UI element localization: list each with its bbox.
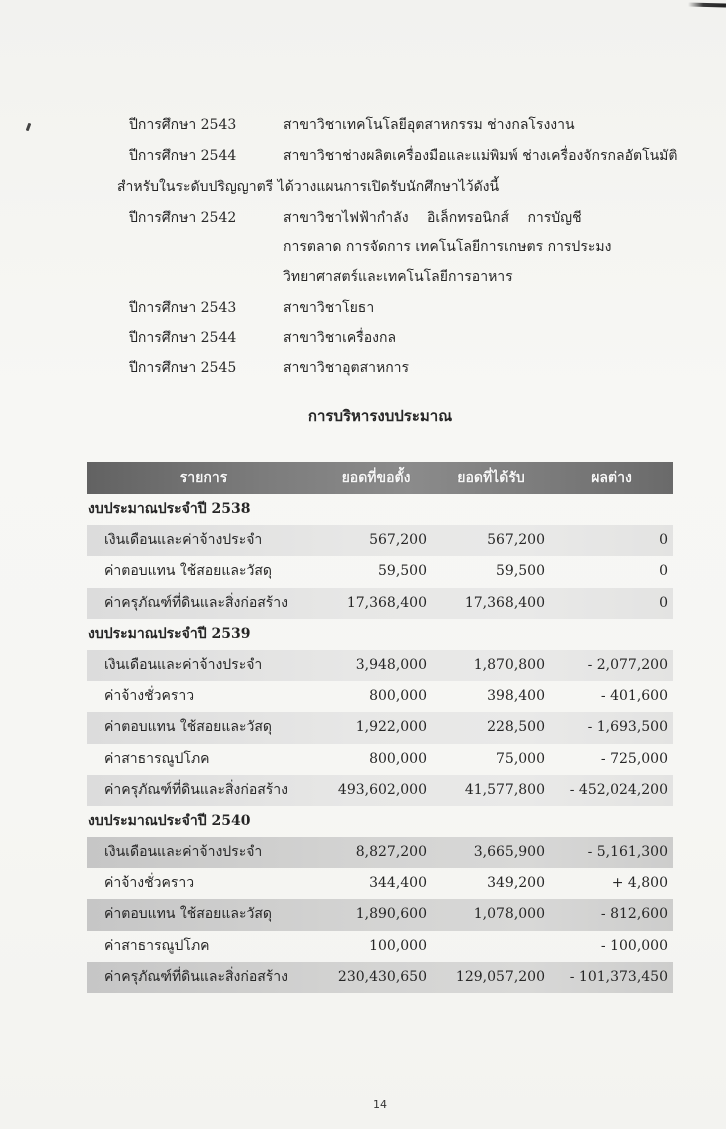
- row-difference-amount: - 452,024,200: [569, 781, 668, 798]
- row-difference-amount: - 812,600: [600, 906, 668, 923]
- row-requested-amount: 59,500: [378, 563, 427, 580]
- plan-year: ปีการศึกษา 2543: [129, 300, 237, 316]
- row-received-amount: 1,078,000: [473, 906, 545, 923]
- row-requested-amount: 567,200: [369, 532, 427, 549]
- row-difference-amount: 0: [659, 594, 668, 611]
- page-number: 14: [373, 1098, 387, 1111]
- header-item: รายการ: [179, 470, 228, 486]
- scan-artifact: [688, 3, 726, 8]
- row-item-label: ค่าครุภัณฑ์ที่ดินและสิ่งก่อสร้าง: [104, 594, 288, 611]
- plan-program-continued: การตลาด การจัดการ เทคโนโลยีการเกษตร การประมง: [283, 239, 612, 255]
- plan-program: สาขาวิชาช่างผลิตเครื่องมือและแม่พิมพ์ ช่างเครื่องจักรกลอัตโนมัติ: [283, 148, 678, 164]
- table-row: [87, 837, 673, 868]
- row-requested-amount: 17,368,400: [346, 594, 427, 611]
- plan-program: สาขาวิชาโยธา: [283, 300, 375, 316]
- row-requested-amount: 344,400: [369, 875, 427, 892]
- row-difference-amount: - 1,693,500: [587, 719, 668, 736]
- row-received-amount: 228,500: [487, 719, 545, 736]
- row-difference-amount: - 401,600: [600, 688, 668, 705]
- row-requested-amount: 100,000: [369, 937, 427, 954]
- row-requested-amount: 3,948,000: [355, 656, 427, 673]
- table-row: [87, 962, 673, 993]
- table-row: [87, 650, 673, 681]
- row-item-label: ค่าจ้างชั่วคราว: [104, 875, 195, 892]
- row-received-amount: 3,665,900: [473, 844, 545, 861]
- budget-table: [87, 462, 673, 993]
- budget-section-title: การบริหารงบประมาณ: [307, 407, 453, 425]
- bachelor-intro-text: สำหรับในระดับปริญญาตรี ได้วางแผนการเปิดรับนักศึกษาไว้ดังนี้: [117, 179, 500, 195]
- table-row: [87, 712, 673, 743]
- budget-year-row: [87, 619, 673, 650]
- table-row: [87, 744, 673, 775]
- budget-year-title: งบประมาณประจำปี 2538: [88, 501, 251, 517]
- row-requested-amount: 493,602,000: [337, 781, 427, 798]
- row-item-label: ค่าครุภัณฑ์ที่ดินและสิ่งก่อสร้าง: [104, 968, 288, 985]
- header-difference: ผลต่าง: [591, 470, 632, 486]
- row-received-amount: 1,870,800: [473, 656, 545, 673]
- row-received-amount: 59,500: [496, 563, 545, 580]
- plan-program-continued: วิทยาศาสตร์และเทคโนโลยีการอาหาร: [283, 269, 513, 285]
- row-item-label: ค่าจ้างชั่วคราว: [104, 688, 195, 705]
- plan-year: ปีการศึกษา 2544: [129, 148, 237, 164]
- row-received-amount: 567,200: [487, 532, 545, 549]
- budget-table-body: [87, 494, 673, 993]
- table-row: [87, 931, 673, 962]
- budget-year-title: งบประมาณประจำปี 2540: [88, 812, 251, 829]
- row-item-label: เงินเดือนและค่าจ้างประจำ: [104, 532, 263, 549]
- budget-year-row: [87, 494, 673, 525]
- row-received-amount: 17,368,400: [464, 594, 545, 611]
- plan-program: สาขาวิชาอุตสาหการ: [283, 360, 410, 376]
- table-row: [87, 899, 673, 930]
- row-item-label: ค่าตอบแทน ใช้สอยและวัสดุ: [104, 563, 272, 580]
- row-item-label: ค่าตอบแทน ใช้สอยและวัสดุ: [104, 719, 272, 736]
- row-item-label: ค่าครุภัณฑ์ที่ดินและสิ่งก่อสร้าง: [104, 781, 288, 798]
- table-row: [87, 775, 673, 806]
- budget-year-title: งบประมาณประจำปี 2539: [88, 625, 251, 642]
- header-requested: ยอดที่ขอตั้ง: [341, 470, 411, 486]
- scan-artifact: [26, 123, 32, 132]
- row-difference-amount: + 4,800: [611, 875, 668, 892]
- plan-program: สาขาวิชาเทคโนโลยีอุตสาหกรรม ช่างกลโรงงาน: [283, 117, 575, 133]
- plan-year: ปีการศึกษา 2544: [129, 330, 237, 346]
- plan-year: ปีการศึกษา 2545: [129, 360, 237, 376]
- row-requested-amount: 1,922,000: [355, 719, 427, 736]
- plan-year: ปีการศึกษา 2543: [129, 117, 237, 133]
- row-requested-amount: 800,000: [369, 688, 427, 705]
- table-row: [87, 868, 673, 899]
- table-row: [87, 556, 673, 587]
- row-difference-amount: 0: [659, 532, 668, 549]
- row-received-amount: 75,000: [496, 750, 545, 767]
- row-difference-amount: - 725,000: [600, 750, 668, 767]
- row-item-label: ค่าตอบแทน ใช้สอยและวัสดุ: [104, 906, 272, 923]
- row-received-amount: 41,577,800: [464, 781, 545, 798]
- row-difference-amount: - 101,373,450: [569, 968, 668, 985]
- table-row: [87, 525, 673, 556]
- plan-program: สาขาวิชาเครื่องกล: [283, 330, 397, 346]
- table-row: [87, 681, 673, 712]
- plan-year: ปีการศึกษา 2542: [129, 210, 237, 226]
- row-received-amount: 129,057,200: [455, 968, 545, 985]
- row-item-label: ค่าสาธารณูปโภค: [104, 750, 210, 767]
- row-received-amount: 398,400: [487, 688, 545, 705]
- header-received: ยอดที่ได้รับ: [457, 470, 525, 486]
- plan-program: สาขาวิชาไฟฟ้ากำลัง อิเล็กทรอนิกส์ การบัญชี: [283, 210, 582, 226]
- row-difference-amount: 0: [659, 563, 668, 580]
- row-difference-amount: - 2,077,200: [587, 656, 668, 673]
- row-requested-amount: 8,827,200: [355, 844, 427, 861]
- row-received-amount: 349,200: [487, 875, 545, 892]
- row-item-label: เงินเดือนและค่าจ้างประจำ: [104, 656, 263, 673]
- row-difference-amount: - 100,000: [600, 937, 668, 954]
- row-received-amount: [432, 931, 550, 962]
- row-difference-amount: - 5,161,300: [587, 844, 668, 861]
- row-item-label: ค่าสาธารณูปโภค: [104, 937, 210, 954]
- row-requested-amount: 1,890,600: [355, 906, 427, 923]
- row-requested-amount: 800,000: [369, 750, 427, 767]
- table-row: [87, 588, 673, 619]
- budget-table-header: [87, 462, 673, 494]
- budget-year-row: [87, 806, 673, 837]
- row-item-label: เงินเดือนและค่าจ้างประจำ: [104, 844, 263, 861]
- row-requested-amount: 230,430,650: [337, 968, 427, 985]
